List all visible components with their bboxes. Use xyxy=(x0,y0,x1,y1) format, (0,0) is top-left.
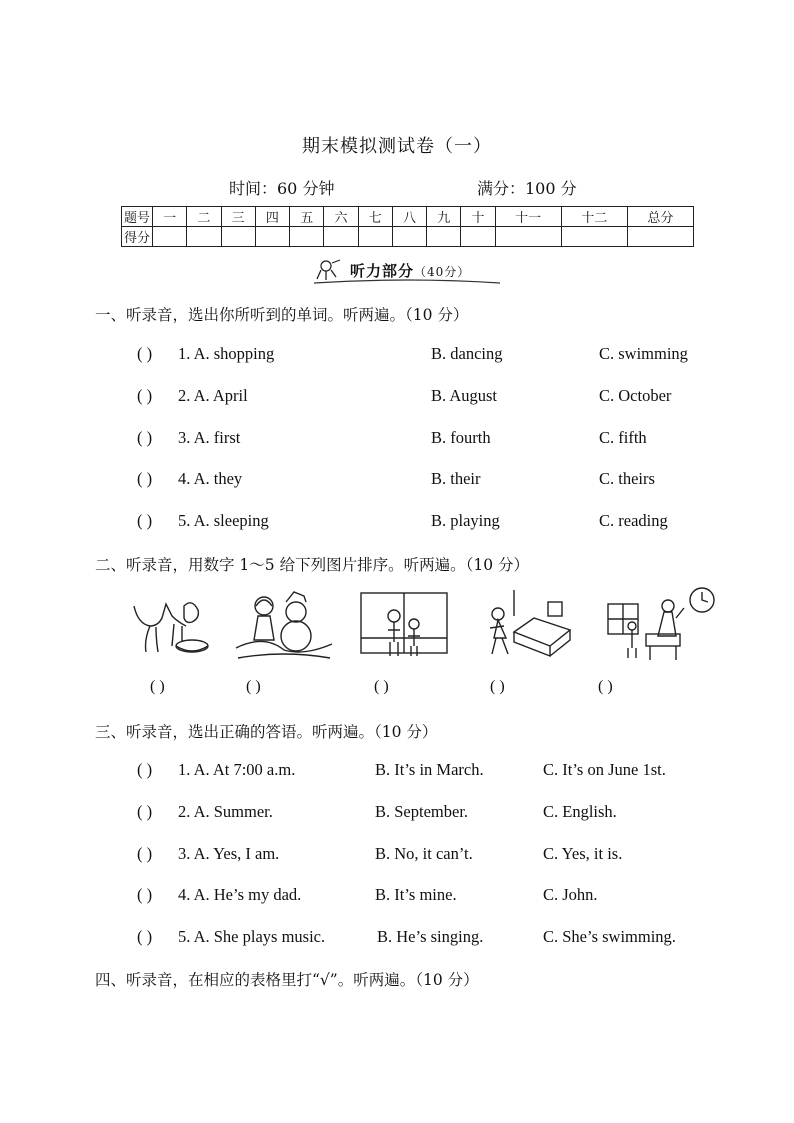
section-title: 听力部分（40分） xyxy=(350,262,471,280)
time-label: 时间：60 分钟 xyxy=(229,179,335,198)
option-b: B. It’s in March. xyxy=(375,760,484,779)
option-b: B. fourth xyxy=(431,428,491,447)
option-a: 1. A. shopping xyxy=(178,344,275,363)
option-c: C. swimming xyxy=(599,344,688,363)
score-header-cell: 四 xyxy=(255,207,289,227)
option-c: C. English. xyxy=(543,802,617,821)
score-row-label: 得分 xyxy=(122,227,153,247)
option-a: 2. A. April xyxy=(178,386,248,405)
score-cell[interactable] xyxy=(324,227,358,247)
score-cell[interactable] xyxy=(392,227,426,247)
option-a: 3. A. first xyxy=(178,428,241,447)
answer-paren[interactable]: ( ) xyxy=(137,927,153,946)
option-b: B. No, it can’t. xyxy=(375,844,473,863)
option-a: 5. A. sleeping xyxy=(178,511,269,530)
score-header-cell: 十二 xyxy=(561,207,627,227)
girl-clock-icon xyxy=(604,584,718,662)
option-b: B. dancing xyxy=(431,344,503,363)
option-c: C. fifth xyxy=(599,428,647,447)
score-cell[interactable] xyxy=(290,227,324,247)
answer-paren[interactable]: ( ) xyxy=(137,511,153,530)
score-header-cell: 题号 xyxy=(122,207,153,227)
part4-heading: 四、听录音，在相应的表格里打“√”。听两遍。（10 分） xyxy=(95,971,479,989)
score-cell[interactable] xyxy=(461,227,495,247)
page-title: 期末模拟测试卷（一） xyxy=(302,136,492,157)
option-c: C. theirs xyxy=(599,469,655,488)
option-c: C. John. xyxy=(543,885,598,904)
score-cell[interactable] xyxy=(153,227,187,247)
option-a: 5. A. She plays music. xyxy=(178,927,326,946)
snowman-icon xyxy=(234,588,334,660)
score-table-header-row xyxy=(122,207,694,227)
part1-heading: 一、听录音，选出你所听到的单词。听两遍。（10 分） xyxy=(95,306,469,324)
option-a: 3. A. Yes, I am. xyxy=(178,844,280,863)
order-blank[interactable]: ( ) xyxy=(246,678,261,695)
option-b: B. September. xyxy=(375,802,469,821)
score-cell[interactable] xyxy=(561,227,627,247)
score-cell[interactable] xyxy=(255,227,289,247)
listening-section-banner xyxy=(312,257,502,285)
answer-paren[interactable]: ( ) xyxy=(137,844,153,863)
children-window-icon xyxy=(358,590,450,660)
option-a: 2. A. Summer. xyxy=(178,802,273,821)
score-cell[interactable] xyxy=(495,227,561,247)
score-header-cell: 总分 xyxy=(627,207,693,227)
score-header-cell: 五 xyxy=(290,207,324,227)
option-c: C. Yes, it is. xyxy=(543,844,623,863)
option-c: C. She’s swimming. xyxy=(543,927,676,946)
option-b: B. It’s mine. xyxy=(375,885,457,904)
part2-heading: 二、听录音，用数字 1～5 给下列图片排序。听两遍。（10 分） xyxy=(95,556,529,574)
score-header-cell: 九 xyxy=(427,207,461,227)
score-header-cell: 六 xyxy=(324,207,358,227)
girl-bed-icon xyxy=(474,588,572,662)
answer-paren[interactable]: ( ) xyxy=(137,760,153,779)
answer-paren[interactable]: ( ) xyxy=(137,386,153,405)
option-b: B. He’s singing. xyxy=(377,927,484,946)
option-b: B. August xyxy=(431,386,498,405)
answer-paren[interactable]: ( ) xyxy=(137,428,153,447)
answer-paren[interactable]: ( ) xyxy=(137,885,153,904)
score-table-score-row xyxy=(122,227,694,247)
option-a: 4. A. He’s my dad. xyxy=(178,885,302,904)
score-cell[interactable] xyxy=(427,227,461,247)
option-c: C. It’s on June 1st. xyxy=(543,760,666,779)
option-c: C. reading xyxy=(599,511,668,530)
score-header-cell: 八 xyxy=(392,207,426,227)
score-header-cell: 十 xyxy=(461,207,495,227)
order-blank[interactable]: ( ) xyxy=(598,678,613,695)
answer-paren[interactable]: ( ) xyxy=(137,469,153,488)
score-header-cell: 三 xyxy=(221,207,255,227)
part3-heading: 三、听录音，选出正确的答语。听两遍。（10 分） xyxy=(95,723,438,741)
option-a: 4. A. they xyxy=(178,469,243,488)
option-c: C. October xyxy=(599,386,672,405)
option-b: B. playing xyxy=(431,511,500,530)
score-cell[interactable] xyxy=(187,227,221,247)
dog-eating-icon xyxy=(128,596,212,658)
order-blank[interactable]: ( ) xyxy=(374,678,389,695)
score-header-cell: 七 xyxy=(358,207,392,227)
option-a: 1. A. At 7:00 a.m. xyxy=(178,760,296,779)
order-blank[interactable]: ( ) xyxy=(150,678,165,695)
full-score-label: 满分：100 分 xyxy=(477,179,577,198)
score-header-cell: 二 xyxy=(187,207,221,227)
score-table xyxy=(121,206,694,247)
score-header-cell: 一 xyxy=(153,207,187,227)
answer-paren[interactable]: ( ) xyxy=(137,344,153,363)
score-cell[interactable] xyxy=(627,227,693,247)
score-header-cell: 十一 xyxy=(495,207,561,227)
score-cell[interactable] xyxy=(221,227,255,247)
score-cell[interactable] xyxy=(358,227,392,247)
answer-paren[interactable]: ( ) xyxy=(137,802,153,821)
order-blank[interactable]: ( ) xyxy=(490,678,505,695)
option-b: B. their xyxy=(431,469,481,488)
